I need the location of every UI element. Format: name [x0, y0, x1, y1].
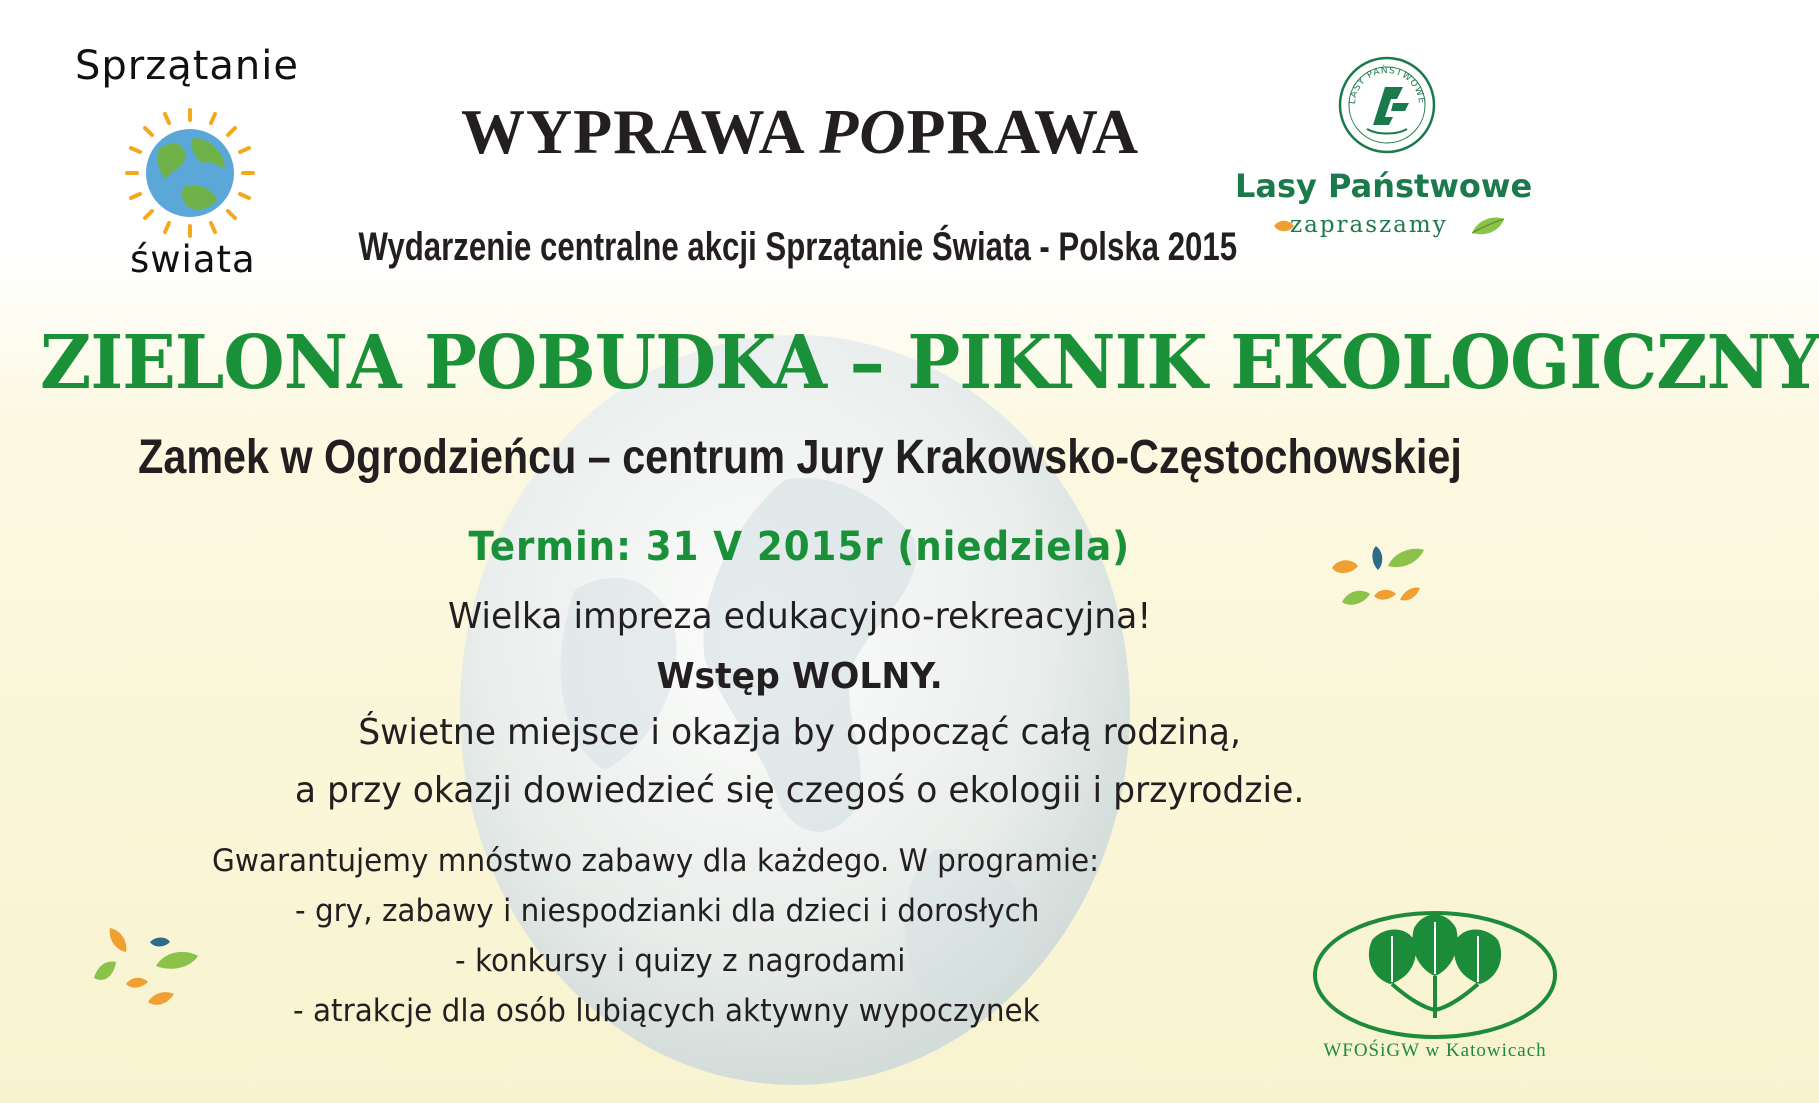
event-headline: ZIELONA POBUDKA – PIKNIK EKOLOGICZNY — [40, 320, 1819, 406]
logo-text-swiata: świata — [130, 238, 256, 281]
title-part-2: PO — [819, 96, 907, 167]
title-part-1: WYPRAWA — [460, 96, 820, 167]
wfosigw-logo — [1310, 900, 1560, 1070]
wfosigw-leaf-emblem-icon — [1310, 900, 1560, 1040]
poster-subtitle: Wydarzenie centralne akcji Sprzątanie Świata - Polska 2015 — [358, 225, 1238, 269]
free-entry-line: Wstęp WOLNY. — [656, 656, 943, 697]
description-line-3: Świetne miejsce i okazja by odpocząć całą rodziną, — [358, 712, 1241, 753]
green-leaf-icon — [1470, 215, 1506, 237]
title-part-3: PRAWA — [906, 96, 1140, 167]
svg-text:LASY PAŃSTWOWE: LASY PAŃSTWOWE — [1347, 65, 1427, 105]
poster-title — [0, 95, 1600, 169]
program-item: - atrakcje dla osób lubiących aktywny wypoczynek — [293, 993, 1040, 1029]
lasy-panstwowe-tagline: zapraszamy — [1290, 212, 1448, 238]
program-item: - gry, zabawy i niespodzianki dla dzieci i dorosłych — [295, 893, 1040, 929]
decorative-leaves-icon — [1328, 540, 1428, 620]
description-line-1: Wielka impreza edukacyjno-rekreacyjna! — [448, 596, 1152, 637]
program-intro: Gwarantujemy mnóstwo zabawy dla każdego. W programie: — [212, 843, 1100, 879]
decorative-leaves-icon — [90, 922, 210, 1012]
event-date: Termin: 31 V 2015r (niedziela) — [468, 524, 1131, 570]
lasy-panstwowe-name: Lasy Państwowe — [1235, 167, 1533, 205]
program-item: - konkursy i quizy z nagrodami — [455, 943, 906, 979]
logo-text-sprzatanie: Sprzątanie — [75, 43, 300, 89]
wfosigw-name: WFOŚiGW w Katowicach — [1323, 1040, 1547, 1061]
description-line-4: a przy okazji dowiedzieć się czegoś o ekologii i przyrodzie. — [294, 770, 1305, 811]
event-location: Zamek w Ogrodzieńcu – centrum Jury Krakowsko-Częstochowskiej — [138, 431, 1462, 484]
